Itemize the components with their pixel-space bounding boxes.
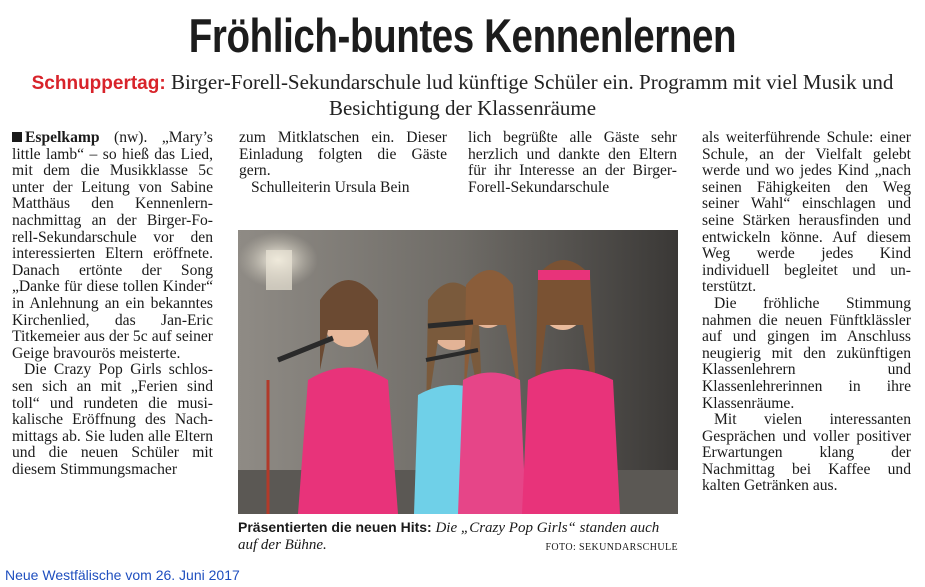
paragraph: Schulleiterin Ursula Bein: [251, 178, 410, 196]
caption-text: Die „Crazy Pop Girls“ standen auch auf der Bühne.: [238, 520, 660, 553]
article-column-2: [239, 130, 447, 196]
article-column-1: [12, 130, 213, 478]
article-column-3: [468, 130, 677, 196]
article-photo: [238, 230, 678, 514]
subhead-kicker: Schnuppertag:: [31, 73, 166, 94]
dateline: Espelkamp: [25, 129, 100, 146]
headline: Fröhlich-buntes Kennenlernen: [188, 9, 737, 62]
paragraph: Mit vielen interessanten Gesprächen und voller positiver Erwartungen klang der Nachmittag bei Kaffee und kalten Getränken aus.: [702, 411, 911, 495]
source-line: Neue Westfälische vom 26. Juni 2017: [5, 567, 240, 583]
paragraph: lich begrüßte alle Gäste sehr herzlich und dankte den Eltern für ihr Interesse an der Birger-Forell-Sekundarschule: [468, 129, 677, 196]
subhead-text: Birger-Forell-Sekundarschule lud künftige Schüler ein. Programm mit viel Musik und Besichtigung der Klassenräume: [165, 70, 894, 120]
photo-credit: FOTO: SEKUNDARSCHULE: [545, 542, 678, 553]
paragraph: zum Mitklatschen ein. Dieser Einladung folgten die Gäste gern.: [239, 129, 447, 180]
photo-caption: [238, 519, 678, 556]
paragraph: Die fröhliche Stimmung nahmen die neuen Fünftklässler auf und gingen im Anschluss neugierig mit den zukünftigen Klassenlehrern und Klassenlehrerinnen in ihre Klassenräume.: [702, 294, 911, 412]
subheadline: [20, 70, 905, 121]
photo-singing-girls: [238, 230, 678, 514]
paragraph: [12, 130, 213, 362]
paragraph-text: (nw). „Mary’s little lamb“ – so hieß das Lied, mit dem die Musikklasse 5c unter der Leitung von Sabine Matthäus den Kennenlernnachmittag an der Birger-Forell-Sekundarschule vor den interessierten Eltern eröffnete. Danach ertönte der Song „Danke für diese tollen Kinder“ in Anlehnung an ein bekanntes Kirchenlied, das Jan-Eric Titkemeier aus der 5c auf seiner Geige bravourös meisterte.: [12, 129, 213, 362]
paragraph: als weiterführende Schule: einer Schule, an der Vielfalt gelebt werde und wo jedes Kind „nach seinen Fähigkeiten den Weg seiner Wahl“ einschlagen und seine Stärken herausfinden und entwickeln könne. Auf diesem Weg werde jedes Kind individuell begleitet und unterstützt.: [702, 129, 911, 296]
caption-lead: Präsentierten die neuen Hits:: [238, 519, 432, 535]
article-column-4: [702, 130, 911, 495]
bullet-square-icon: [12, 132, 22, 142]
paragraph: Die Crazy Pop Girls schlossen sich an mit „Ferien sind toll“ und rundeten die musikalische Eröffnung des Nachmittags ab. Sie luden alle Eltern und die neuen Schüler mit diesem Stimmungsmacher: [12, 361, 213, 478]
